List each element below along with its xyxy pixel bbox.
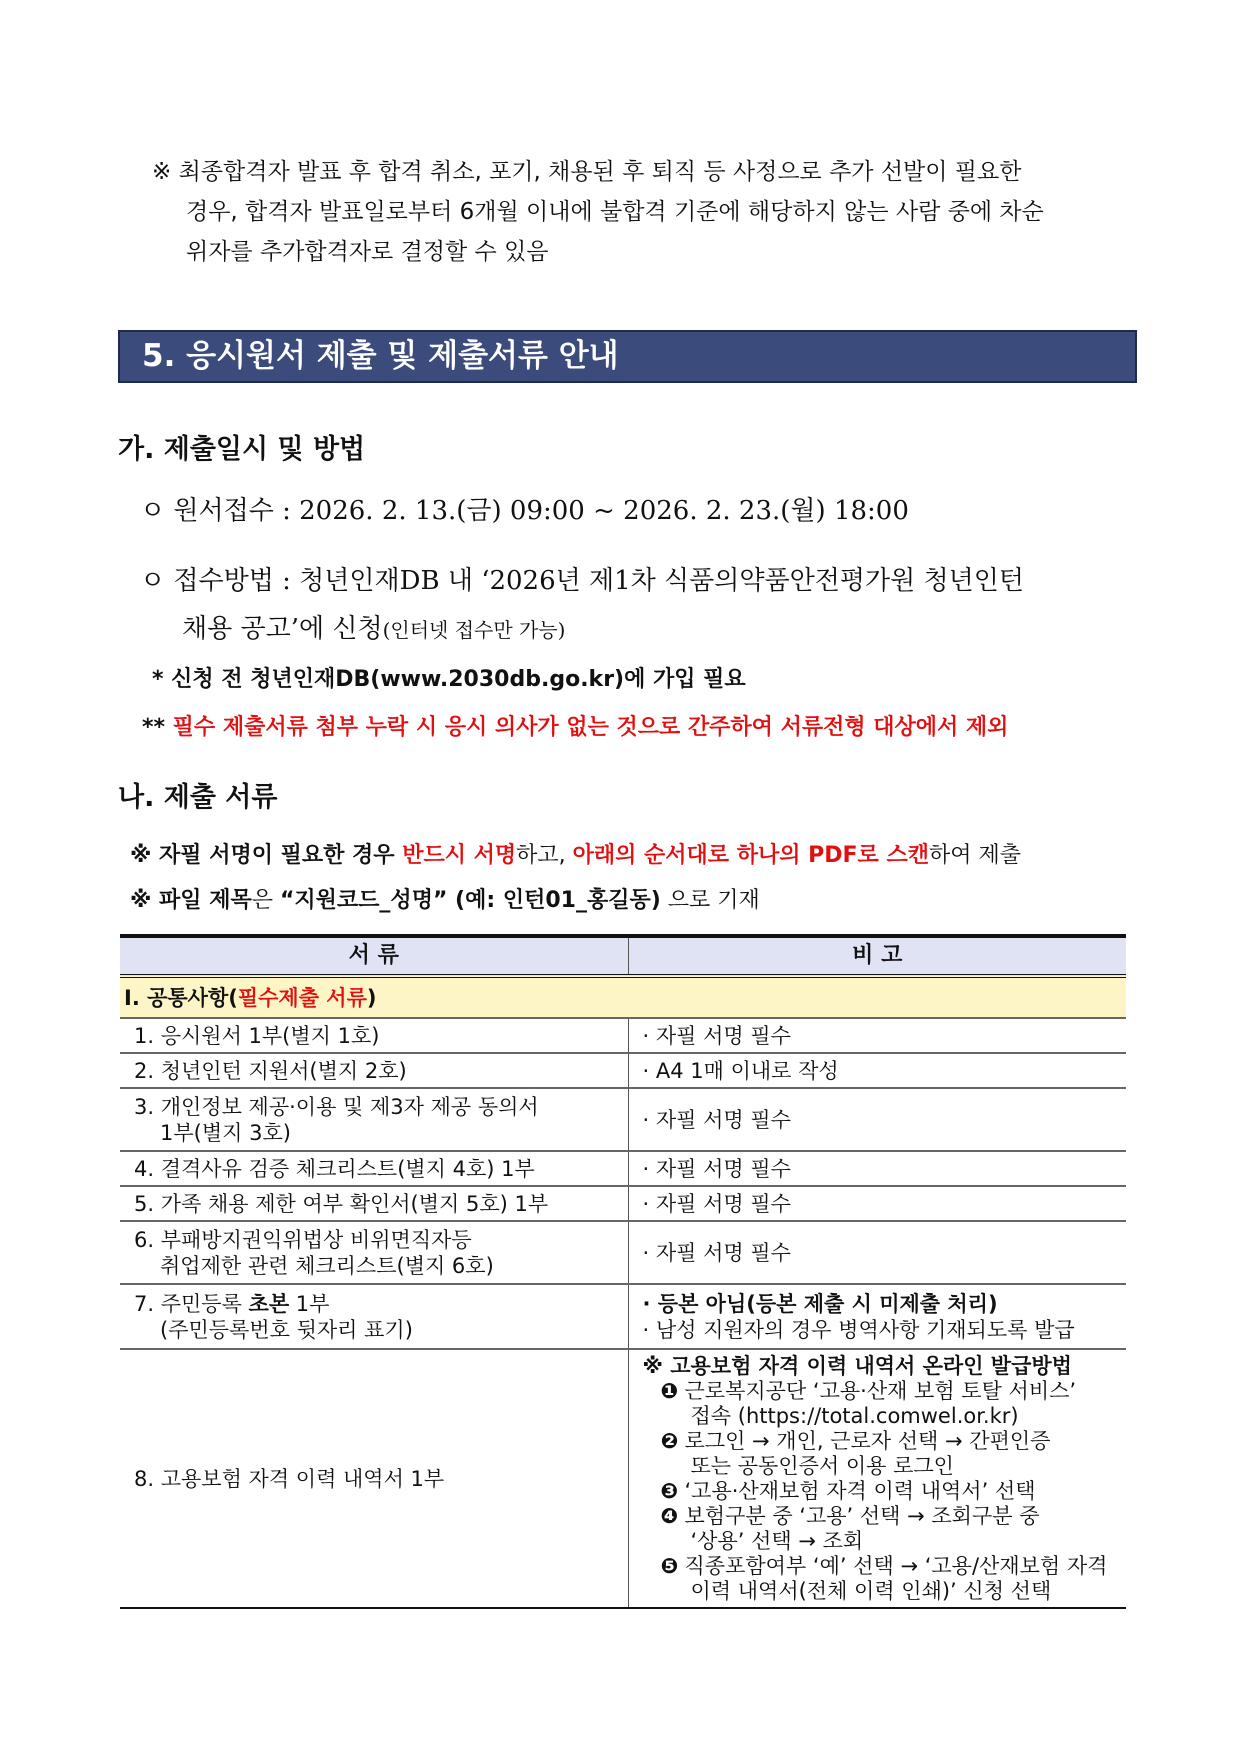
t: 로그인 → 개인, 근로자 선택 → 간편인증	[684, 1428, 1051, 1453]
t: 1부(별지 3호)	[160, 1120, 291, 1145]
t: (주민등록번호 뒷자리 표기)	[160, 1317, 413, 1342]
required-docs-warning	[142, 710, 1008, 741]
step-number-icon: ❸	[660, 1478, 679, 1503]
note-line: ※ 최종합격자 발표 후 합격 취소, 포기, 채용된 후 퇴직 등 사정으로 추가 선발이 필요한	[152, 159, 1022, 185]
column-header-documents: 서 류	[120, 936, 628, 976]
step-number-icon: ❺	[660, 1553, 679, 1578]
step	[661, 1554, 1113, 1579]
t: 으로 기재	[660, 888, 760, 913]
step	[661, 1379, 1113, 1404]
t: 이력 내역서(전체 이력 인쇄)’ 신청 선택	[690, 1578, 1052, 1603]
remark-cell	[628, 1284, 1126, 1349]
doc-cell: 2. 청년인턴 지원서(별지 2호)	[120, 1053, 628, 1088]
t: “지원코드_성명” (예: 인턴01_홍길동)	[279, 888, 661, 913]
method-note: (인터넷 접수만 가능)	[382, 618, 566, 642]
howto-title: ※ 고용보험 자격 이력 내역서 온라인 발급방법	[642, 1353, 1072, 1378]
application-method-cont	[182, 608, 566, 645]
column-header-remarks: 비 고	[628, 936, 1126, 976]
subsection-title-b: 나. 제출 서류	[118, 782, 278, 813]
doc-cell: 1. 응시원서 1부(별지 1호)	[120, 1018, 628, 1053]
method-text: 채용 공고’에 신청	[182, 614, 383, 644]
t: ‘상용’ 선택 → 조회	[690, 1528, 864, 1553]
remark-cell: · 자필 서명 필수	[628, 1221, 1126, 1284]
t: I. 공통사항(	[124, 985, 238, 1010]
application-method: ㅇ 접수방법 : 청년인재DB 내 ‘2026년 제1차 식품의약품안전평가원 청년인턴	[140, 566, 1024, 596]
remark-cell: · 자필 서명 필수	[628, 1088, 1126, 1151]
t: 6. 부패방지권익위법상 비위면직자등	[134, 1227, 472, 1252]
table-row	[120, 1088, 1126, 1151]
section-row-common	[120, 976, 1126, 1018]
t: ※ 자필 서명이 필요한 경우	[130, 843, 403, 868]
section-title: 5. 응시원서 제출 및 제출서류 안내	[118, 330, 1137, 383]
step-number-icon: ❷	[660, 1428, 679, 1453]
documents-table	[120, 934, 1126, 1609]
application-period: ㅇ 원서접수 : 2026. 2. 13.(금) 09:00 ~ 2026. 2. 23.(월) 18:00	[140, 496, 909, 526]
t: 보험구분 중 ‘고용’ 선택 → 조회구분 중	[684, 1503, 1040, 1528]
signup-note: * 신청 전 청년인재DB(www.2030db.go.kr)에 가입 필요	[152, 667, 746, 692]
t: 반드시 서명	[402, 843, 517, 868]
remark-cell: · 자필 서명 필수	[628, 1186, 1126, 1221]
t: ‘고용·산재보험 자격 이력 내역서’ 선택	[684, 1478, 1036, 1503]
doc-cell	[120, 1221, 628, 1284]
note-line: 경우, 합격자 발표일로부터 6개월 이내에 불합격 기준에 해당하지 않는 사람 중에 차순	[186, 199, 1044, 225]
remark-cell: · 자필 서명 필수	[628, 1018, 1126, 1053]
signature-note	[130, 838, 1021, 869]
doc-cell: 8. 고용보험 자격 이력 내역서 1부	[120, 1349, 628, 1608]
t: 직종포함여부 ‘예’ 선택 → ‘고용/산재보험 자격	[684, 1553, 1108, 1578]
step-number-icon: ❹	[660, 1503, 679, 1528]
doc-cell: 5. 가족 채용 제한 여부 확인서(별지 5호) 1부	[120, 1186, 628, 1221]
table-row	[120, 1053, 1126, 1088]
table-row	[120, 1349, 1126, 1608]
remark-cell: · 자필 서명 필수	[628, 1151, 1126, 1186]
t: 취업제한 관련 체크리스트(별지 6호)	[160, 1253, 494, 1278]
t: 하여 제출	[928, 843, 1021, 868]
t: 또는 공동인증서 이용 로그인	[690, 1453, 954, 1478]
t: 7. 주민등록	[134, 1291, 249, 1316]
additional-pass-note	[152, 152, 1132, 272]
table-row	[120, 1151, 1126, 1186]
doc-cell: 4. 결격사유 검증 체크리스트(별지 4호) 1부	[120, 1151, 628, 1186]
step	[661, 1429, 1113, 1454]
t: 아래의 순서대로 하나의 PDF로 스캔	[572, 843, 929, 868]
warning-prefix: **	[142, 715, 173, 740]
step	[661, 1504, 1113, 1529]
remark-cell: · A4 1매 이내로 작성	[628, 1053, 1126, 1088]
t: ※ 파일 제목	[130, 888, 252, 913]
t: 근로복지공단 ‘고용·산재 보험 토탈 서비스’	[684, 1378, 1077, 1403]
t: · 남성 지원자의 경우 병역사항 기재되도록 발급	[642, 1317, 1075, 1342]
table-row	[120, 1018, 1126, 1053]
t: · 등본 아님(등본 제출 시 미제출 처리)	[642, 1291, 998, 1316]
t: 필수제출 서류	[237, 985, 367, 1010]
step	[661, 1479, 1113, 1504]
step-number-icon: ❶	[660, 1378, 679, 1403]
subsection-title-a: 가. 제출일시 및 방법	[118, 434, 366, 465]
t: 접속 (https://total.comwel.or.kr)	[690, 1403, 1019, 1428]
t: 하고,	[516, 843, 573, 868]
doc-cell	[120, 1088, 628, 1151]
table-row	[120, 1221, 1126, 1284]
t: 3. 개인정보 제공·이용 및 제3자 제공 동의서	[134, 1094, 539, 1119]
table-row	[120, 1186, 1126, 1221]
t: 1부	[289, 1291, 330, 1316]
table-row	[120, 1284, 1126, 1349]
warning-text: 필수 제출서류 첨부 누락 시 응시 의사가 없는 것으로 간주하여 서류전형 대상에서 제외	[172, 715, 1009, 740]
note-line: 위자를 추가합격자로 결정할 수 있음	[186, 239, 549, 265]
remark-cell	[628, 1349, 1126, 1608]
t: 은	[251, 888, 280, 913]
doc-cell	[120, 1284, 628, 1349]
filename-note	[130, 883, 760, 914]
t: )	[366, 985, 377, 1010]
t: 초본	[248, 1291, 290, 1316]
